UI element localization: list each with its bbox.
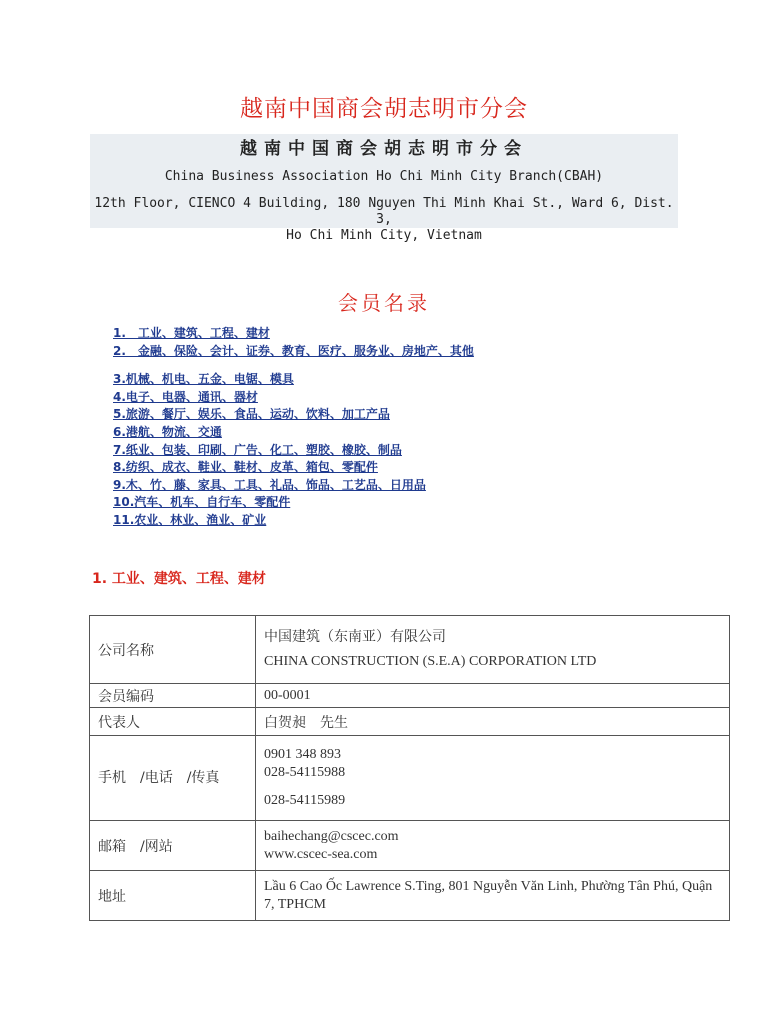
phone-cell [256,736,730,821]
document-title: 越南中国商会胡志明市分会 [240,96,528,122]
phone-label: 手机 /电话 /传真 [90,736,256,821]
address-line-1: 12th Floor, CIENCO 4 Building, 180 Nguyen Thi Minh Khai St., Ward 6, Dist. 3, [94,196,674,227]
table-row [90,821,730,871]
address-value: Lầu 6 Cao Ốc Lawrence S.Ting, 801 Nguyễn Văn Linh, Phường Tân Phú, Quận 7, TPHCM [256,871,730,921]
company-name-cell [256,616,730,684]
toc-link-10[interactable]: 10.汽车、机车、自行车、零配件 [113,495,291,510]
toc-spacer [113,360,673,371]
section-1-heading: 1. 工业、建筑、工程、建材 [92,571,266,587]
toc-link-4[interactable]: 4.电子、电器、通讯、器材 [113,389,258,404]
toc-link-3[interactable]: 3.机械、机电、五金、电锯、模具 [113,372,294,387]
member-table [89,615,730,921]
organization-cn-name: 越南中国商会胡志明市分会 [240,139,528,159]
table-row [90,616,730,684]
company-name-cn: 中国建筑（东南亚）有限公司 [264,629,446,645]
table-row [90,684,730,708]
table-row [90,871,730,921]
toc-link-7[interactable]: 7.纸业、包装、印刷、广告、化工、塑胶、橡胶、制品 [113,442,402,457]
toc-link-2[interactable]: 2. 金融、保险、会计、证券、教育、医疗、服务业、房地产、其他 [113,343,474,358]
representative-label: 代表人 [90,708,256,736]
toc-link-8[interactable]: 8.纺织、成衣、鞋业、鞋材、皮革、箱包、零配件 [113,460,378,475]
toc-link-6[interactable]: 6.港航、物流、交通 [113,424,222,439]
toc-link-5[interactable]: 5.旅游、餐厅、娱乐、食品、运动、饮料、加工产品 [113,407,390,422]
member-id-value: 00-0001 [256,684,730,708]
representative-value: 白贺昶 先生 [256,708,730,736]
organization-address [90,196,678,244]
toc-link-9[interactable]: 9.木、竹、藤、家具、工具、礼品、饰品、工艺品、日用品 [113,477,426,492]
address-line-2: Ho Chi Minh City, Vietnam [286,228,482,243]
email-website-label: 邮箱 /网站 [90,821,256,871]
member-id-label: 会员编码 [90,684,256,708]
company-name-en: CHINA CONSTRUCTION (S.E.A) CORPORATION LTD [264,654,597,669]
email-value: baihechang@cscec.com [264,828,399,844]
organization-header [90,134,678,243]
organization-en-name: China Business Association Ho Chi Minh City Branch(CBAH) [164,169,604,184]
toc-link-11[interactable]: 11.农业、林业、渔业、矿业 [113,512,267,527]
table-of-contents [113,325,673,530]
table-row [90,736,730,821]
website-value: www.cscec-sea.com [264,846,378,862]
directory-title: 会员名录 [338,291,430,315]
toc-link-1[interactable]: 1. 工业、建筑、工程、建材 [113,326,270,340]
tel-number: 028-54115988 [264,765,346,780]
fax-number: 028-54115989 [264,793,346,808]
company-name-label: 公司名称 [90,616,256,684]
table-row [90,708,730,736]
email-website-cell [256,821,730,871]
mobile-number: 0901 348 893 [264,747,341,762]
address-label: 地址 [90,871,256,921]
